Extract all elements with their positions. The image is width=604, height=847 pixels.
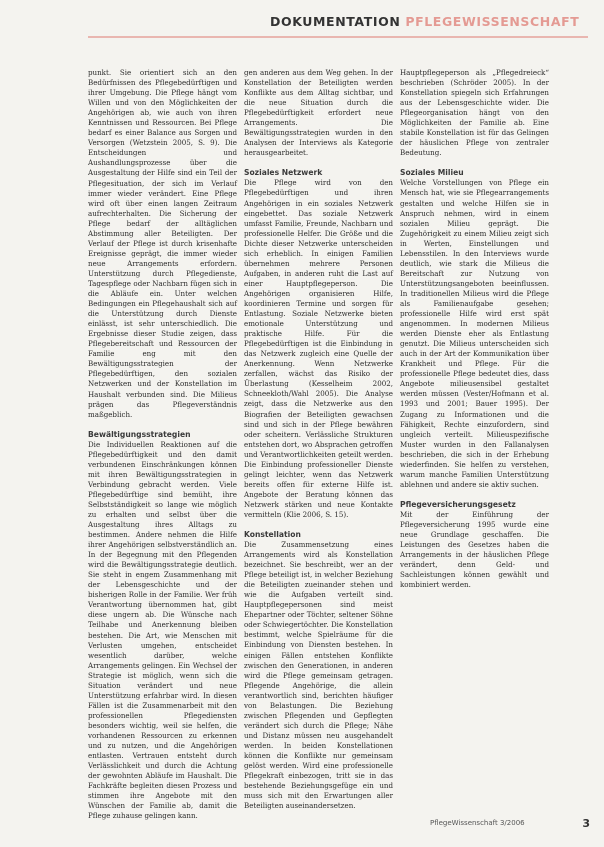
body-paragraph: Die Pflege wird von den Pflegebedürftigen und ihren Angehörigen in ein soziales Netzwerk eingebettet. Das soziale Netzwerk umfasst Familie, Freunde, Nachbarn und professionelle Helfer. Die Größe und die Dichte dieser Netzwerke unterscheiden sich erheblich. In einigen Familien übernehmen mehrere Personen Aufgaben, in anderen ruht die Last auf einer Hauptpflegeperson. Die Angehörigen organisieren Hilfe, koordinieren Termine und sorgen für Entlastung. Soziale Netzwerke bieten emotionale Unterstützung und praktische Hilfe. Für die Pflegebedürftigen ist die Einbindung in das Netzwerk zugleich eine Quelle der Anerkennung. Wenn Netzwerke zerfallen, wächst das Risiko der Überlastung (Kesselheim 2002, Schneekloth/Wahl 2005). Die Analyse zeigt, dass die Netzwerke aus den Biografien der Beteiligten gewachsen sind und sich in der Pflege bewähren oder scheitern. Verlässliche Strukturen entstehen dort, wo Absprachen getroffen und Verantwortlichkeiten geteilt werden. Die Einbindung professioneller Dienste gelingt leichter, wenn das Netzwerk bereits offen für externe Hilfe ist. Angebote der Beratung können das Netzwerk stärken und neue Kontakte vermitteln (Klie 2006, S. 15). <box>244 178 393 519</box>
body-paragraph: Die Individuellen Reaktionen auf die Pflegebedürftigkeit und den damit verbundenen Einschränkungen können mit ihren Bewältigungsstrategien in Verbindung gebracht werden. Viele Pflegebedürftige sind bemüht, ihre Selbstständigkeit so lange wie möglich zu erhalten und selbst über die Ausgestaltung ihres Alltags zu bestimmen. Andere nehmen die Hilfe ihrer Angehörigen selbstverständlich an. In der Begegnung mit den Pflegenden wird die Bewältigungsstrategie deutlich. Sie steht in engem Zusammenhang mit der Lebensgeschichte und der bisherigen Rolle in der Familie. Wer früh Verantwortung übernommen hat, gibt diese ungern ab. Die Wünsche nach Teilhabe und Anerkennung bleiben bestehen. Die Art, wie Menschen mit Verlusten umgehen, entscheidet wesentlich darüber, welche Arrangements gelingen. Ein Wechsel der Strategie ist möglich, wenn sich die Situation verändert und neue Unterstützung erfahrbar wird. In diesen Fällen ist die Zusammenarbeit mit den professionellen Pflegediensten besonders wichtig, weil sie helfen, die vorhandenen Ressourcen zu erkennen und zu nutzen, und die Angehörigen entlasten. Vertrauen entsteht durch Verlässlichkeit und durch die Achtung der gewohnten Abläufe im Haushalt. Die Fachkräfte begleiten diesen Prozess und stimmen ihre Angebote mit den Wünschen der Familie ab, damit die Pflege zuhause gelingen kann. <box>88 439 237 821</box>
running-header <box>270 14 586 34</box>
body-paragraph: Hauptpflegeperson als „Pflegedreieck“ beschrieben (Schröder 2005). In der Konstellation spiegeln sich Erfahrungen aus der Lebensgeschichte wider. Die Pflegeorganisation hängt von den Möglichkeiten der Familie ab. Eine stabile Konstellation ist für das Gelingen der häuslichen Pflege von zentraler Bedeutung. <box>400 68 549 158</box>
section-heading: Bewältigungsstrategien <box>88 429 191 439</box>
text-column-1 <box>88 68 237 821</box>
section-heading: Pflegeversicherungsgesetz <box>400 499 516 509</box>
body-paragraph: Welche Vorstellungen von Pflege ein Mensch hat, wie sie Pflegearrangements gestalten und welche Hilfen sie in Anspruch nehmen, wird in einem sozialen Milieu geprägt. Die Zugehörigkeit zu einem Milieu zeigt sich in Werten, Einstellungen und Lebensstilen. In den Interviews wurde deutlich, wie stark die Milieus die Bereitschaft zur Nutzung von Unterstützungsangeboten beeinflussen. In traditionellen Milieus wird die Pflege als Familienaufgabe gesehen; professionelle Hilfe wird erst spät angenommen. In modernen Milieus werden Dienste eher als Entlastung genutzt. Die Milieus unterscheiden sich auch in der Art der Kommunikation über Krankheit und Pflege. Für die professionelle Pflege bedeutet dies, dass Angebote milieusensibel gestaltet werden müssen (Vester/Hofmann et al. 1993 und 2001; Bauer 1995). Der Zugang zu Informationen und die Fähigkeit, Rechte einzufordern, sind ungleich verteilt. Milieuspezifische Muster wurden in den Fallanalysen beschrieben, die sich in der Erhebung wiederfinden. Sie helfen zu verstehen, warum manche Familien Unterstützung ablehnen und andere sie aktiv suchen. <box>400 178 549 489</box>
section-heading: Konstellation <box>244 530 301 540</box>
body-paragraph: Mit der Einführung der Pflegeversicherung 1995 wurde eine neue Grundlage geschaffen. Die Leistungen des Gesetzes haben die Arrangements in der häuslichen Pflege verändert, denn Geld- und Sachleistungen können gewählt und kombiniert werden. <box>400 509 549 590</box>
header-rule <box>88 36 588 38</box>
text-column-3 <box>400 68 549 804</box>
text-column-2 <box>244 68 393 811</box>
page-number: 3 <box>582 817 590 830</box>
page-footer <box>430 817 590 831</box>
header-section: DOKUMENTATION <box>270 14 401 29</box>
body-paragraph: punkt. Sie orientiert sich an den Bedürfnissen des Pflegebedürftigen und ihrer Umgebung. Die Pflege hängt vom Willen und von den Möglichkeiten der Angehörigen ab, wie auch von ihren Kenntnissen und Ressourcen. Bei Pflege bedarf es einer Balance aus Sorgen und Versorgen (Wetzstein 2005, S. 9). Die Entscheidungen und Aushandlungsprozesse über die Ausgestaltung der Hilfe sind ein Teil der Pflegesituation, der sich im Verlauf immer wieder verändert. Eine Pflege wird oft über einen langen Zeitraum aufrechterhalten. Die Sicherung der Pflege bedarf der alltäglichen Abstimmung aller Beteiligten. Der Verlauf der Pflege ist durch krisenhafte Ereignisse geprägt, die immer wieder neue Arrangements erfordern. Unterstützung durch Pflegedienste, Tagespflege oder Nachbarn fügen sich in die Abläufe ein. Unter welchen Bedingungen ein Pflegehaushalt sich auf die Unterstützung durch Dienste einlässt, ist sehr unterschiedlich. Die Ergebnisse dieser Studie zeigen, dass Pflegebereitschaft und Ressourcen der Familie eng mit den Bewältigungsstrategien der Pflegebedürftigen, den sozialen Netzwerken und der Konstellation im Haushalt verbunden sind. Die Milieus prägen das Pflegeverständnis maßgeblich. <box>88 68 237 419</box>
body-paragraph: gen anderen aus dem Weg gehen. In der Konstellation der Beteiligten werden Konflikte aus dem Alltag sichtbar, und die neue Situation durch die Pflegebedürftigkeit erfordert neue Arrangements. Die Bewältigungsstrategien wurden in den Analysen der Interviews als Kategorie herausgearbeitet. <box>244 68 393 158</box>
section-heading: Soziales Netzwerk <box>244 168 323 178</box>
journal-name: PflegeWissenschaft 3/2006 <box>430 819 525 827</box>
section-heading: Soziales Milieu <box>400 168 464 178</box>
body-paragraph: Die Zusammensetzung eines Arrangements wird als Konstellation bezeichnet. Sie beschreibt, wer an der Pflege beteiligt ist, in welcher Beziehung die Beteiligten zueinander stehen und wie die Aufgaben verteilt sind. Hauptpflegepersonen sind meist Ehepartner oder Töchter, seltener Söhne oder Schwiegertöchter. Die Konstellation bestimmt, welche Spielräume für die Einbindung von Diensten bestehen. In einigen Fällen entstehen Konflikte zwischen den Generationen, in anderen wird die Pflege gemeinsam getragen. Pflegende Angehörige, die allein verantwortlich sind, berichten häufiger von Belastungen. Die Beziehung zwischen Pflegenden und Gepflegten verändert sich durch die Pflege; Nähe und Distanz müssen neu ausgehandelt werden. In beiden Konstellationen können die Konflikte nur gemeinsam gelöst werden. Wird eine professionelle Pflegekraft einbezogen, tritt sie in das bestehende Beziehungsgefüge ein und muss sich mit den Erwartungen aller Beteiligten auseinandersetzen. <box>244 540 393 811</box>
header-topic: PFLEGEWISSENSCHAFT <box>405 14 580 29</box>
